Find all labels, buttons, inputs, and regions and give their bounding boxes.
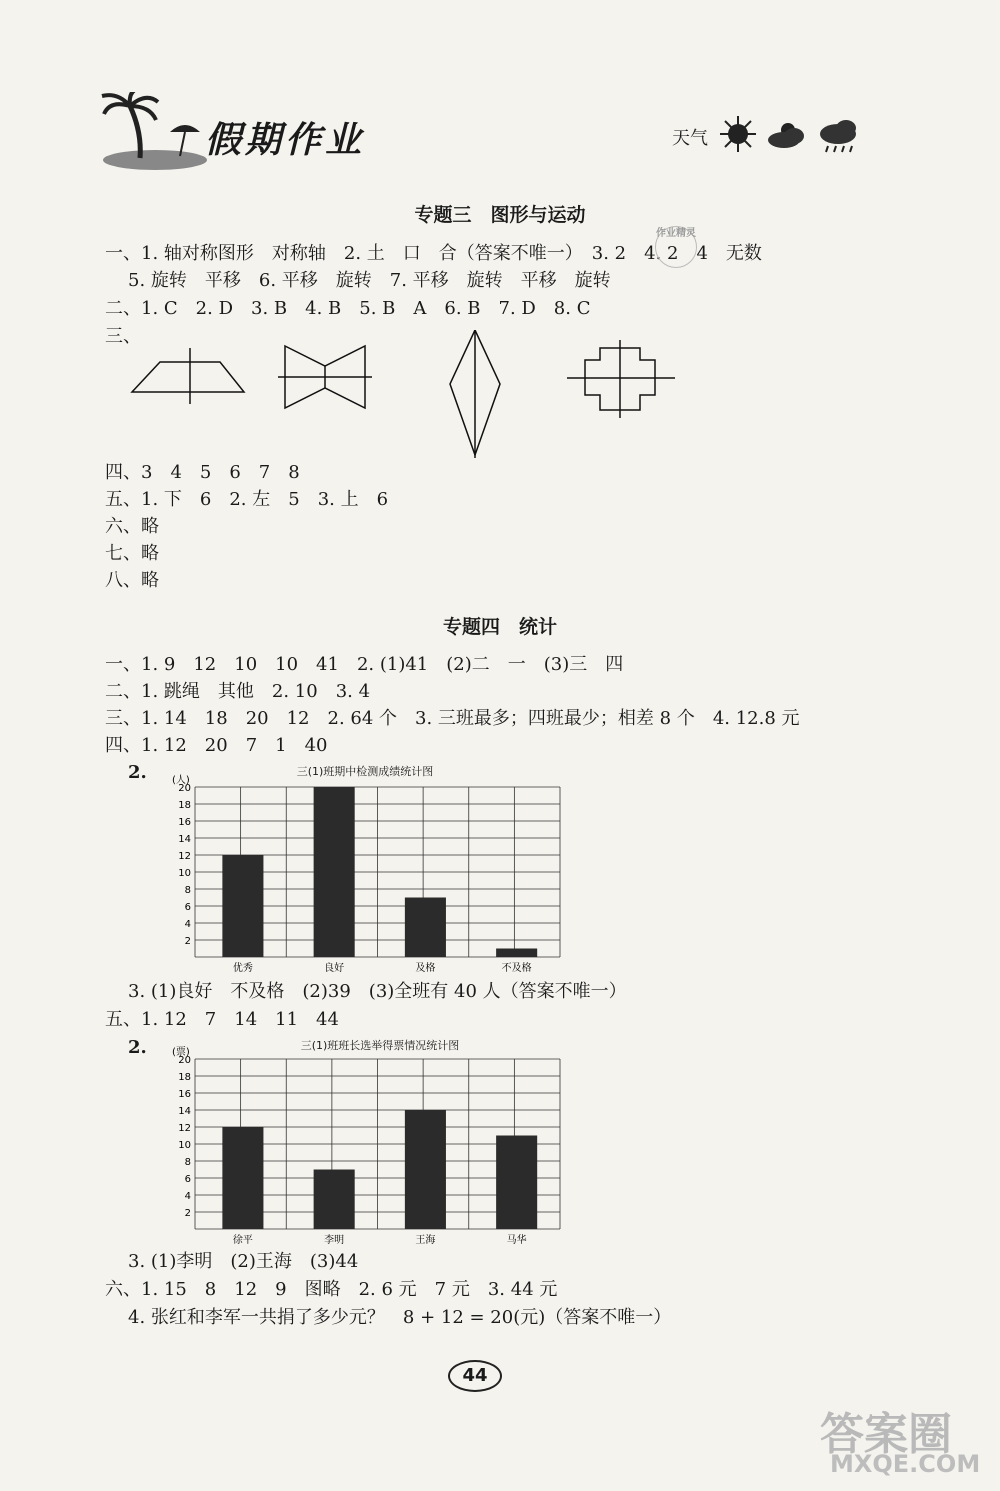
chart2 <box>160 1045 570 1250</box>
s4-line3: 三、1. 14 18 20 12 2. 64 个 3. 三班最多；四班最少；相差 8 个 4. 12.8 元 <box>105 708 800 729</box>
watermark-logo: 答案圈 <box>820 1409 952 1460</box>
y-tick-label: 14 <box>178 834 191 845</box>
x-tick-label: 李明 <box>324 1235 345 1246</box>
s3-line1: 一、1. 轴对称图形 对称轴 2. 土 口 合（答案不唯一） 3. 2 4. 2 4 无数 <box>105 243 762 264</box>
weather-label: 天气 <box>672 128 708 149</box>
s4-line5: 3. (1)良好 不及格 (2)39 (3)全班有 40 人（答案不唯一） <box>128 981 627 1002</box>
y-tick-label: 16 <box>178 1089 191 1100</box>
s3-line5: 四、3 4 5 6 7 8 <box>105 462 300 483</box>
y-tick-label: 8 <box>184 885 191 896</box>
section4-title: 专题四 统计 <box>442 616 557 638</box>
y-tick-label: 20 <box>178 1055 191 1066</box>
s3-line3: 二、1. C 2. D 3. B 4. B 5. B A 6. B 7. D 8. C <box>105 298 591 319</box>
s4-line2: 二、1. 跳绳 其他 2. 10 3. 4 <box>105 681 371 702</box>
rain-cloud-icon <box>820 120 856 152</box>
y-tick-label: 4 <box>184 1191 191 1202</box>
y-tick-label: 6 <box>184 902 191 913</box>
y-tick-label: 16 <box>178 817 191 828</box>
y-tick-label: 4 <box>184 919 191 930</box>
y-tick-label: 14 <box>178 1106 191 1117</box>
s3-line9: 八、略 <box>105 570 159 591</box>
kite-figure <box>450 330 500 458</box>
s3-line8: 七、略 <box>105 543 159 564</box>
chart1 <box>160 773 570 978</box>
s3-line6: 五、1. 下 6 2. 左 5 3. 上 6 <box>105 489 389 510</box>
section3-title: 专题三 图形与运动 <box>414 204 586 226</box>
stamp-seal <box>655 226 697 268</box>
x-tick-label: 马华 <box>506 1235 527 1246</box>
bar-不及格 <box>496 949 537 958</box>
bar-李明 <box>314 1170 355 1230</box>
bar-马华 <box>496 1136 537 1230</box>
s4-q2a: 2. <box>128 762 147 783</box>
y-tick-label: 12 <box>178 1123 191 1134</box>
s3-line7: 六、略 <box>105 516 159 537</box>
stamp-text: 作业精灵 <box>656 228 696 239</box>
y-tick-label: 20 <box>178 783 191 794</box>
s3-line2: 5. 旋转 平移 6. 平移 旋转 7. 平移 旋转 平移 旋转 <box>128 270 611 291</box>
s4-line8: 六、1. 15 8 12 9 图略 2. 6 元 7 元 3. 44 元 <box>105 1279 558 1300</box>
y-axis-unit-label: (人) <box>172 775 190 786</box>
palm-island-icon <box>100 92 210 172</box>
sun-icon <box>720 116 756 152</box>
s4-line9: 4. 张红和李军一共捐了多少元？ 8 + 12 = 20(元)（答案不唯一） <box>128 1307 672 1328</box>
x-tick-label: 及格 <box>415 963 436 974</box>
y-tick-label: 2 <box>184 1208 191 1219</box>
cloud-sun-icon <box>768 123 804 148</box>
symmetry-figures <box>120 330 700 465</box>
cross-figure <box>567 340 675 418</box>
s4-line7: 3. (1)李明 (2)王海 (3)44 <box>128 1251 359 1272</box>
x-tick-label: 不及格 <box>501 963 532 974</box>
chart1-title: 三(1)班期中检测成绩统计图 <box>296 765 434 778</box>
bar-及格 <box>405 898 446 958</box>
s4-line1: 一、1. 9 12 10 10 41 2. (1)41 (2)二 一 (3)三 四 <box>105 654 624 675</box>
y-axis-unit-label: (票) <box>172 1047 190 1058</box>
trapezoid-figure <box>132 348 244 404</box>
bar-徐平 <box>222 1127 263 1229</box>
bar-王海 <box>405 1110 446 1229</box>
y-tick-label: 10 <box>178 1140 191 1151</box>
bar-优秀 <box>222 855 263 957</box>
y-tick-label: 12 <box>178 851 191 862</box>
chart2-title: 三(1)班班长选举得票情况统计图 <box>300 1039 460 1052</box>
y-tick-label: 10 <box>178 868 191 879</box>
y-tick-label: 8 <box>184 1157 191 1168</box>
page-number: 44 <box>448 1360 502 1392</box>
bar-良好 <box>314 787 355 957</box>
s4-line4: 四、1. 12 20 7 1 40 <box>105 735 328 756</box>
y-tick-label: 18 <box>178 1072 191 1083</box>
x-tick-label: 徐平 <box>232 1235 253 1246</box>
x-tick-label: 王海 <box>415 1235 436 1246</box>
y-tick-label: 18 <box>178 800 191 811</box>
bowtie-figure <box>278 346 372 408</box>
y-tick-label: 6 <box>184 1174 191 1185</box>
s4-line6: 五、1. 12 7 14 11 44 <box>105 1009 339 1030</box>
y-tick-label: 2 <box>184 936 191 947</box>
s3-line4: 三、 <box>105 326 141 347</box>
banner-title: 假期作业 <box>205 119 366 161</box>
x-tick-label: 良好 <box>324 963 345 974</box>
watermark-url: MXQE.COM <box>830 1450 981 1478</box>
s4-q2b: 2. <box>128 1037 147 1058</box>
x-tick-label: 优秀 <box>232 963 253 974</box>
weather-icons <box>720 114 870 156</box>
